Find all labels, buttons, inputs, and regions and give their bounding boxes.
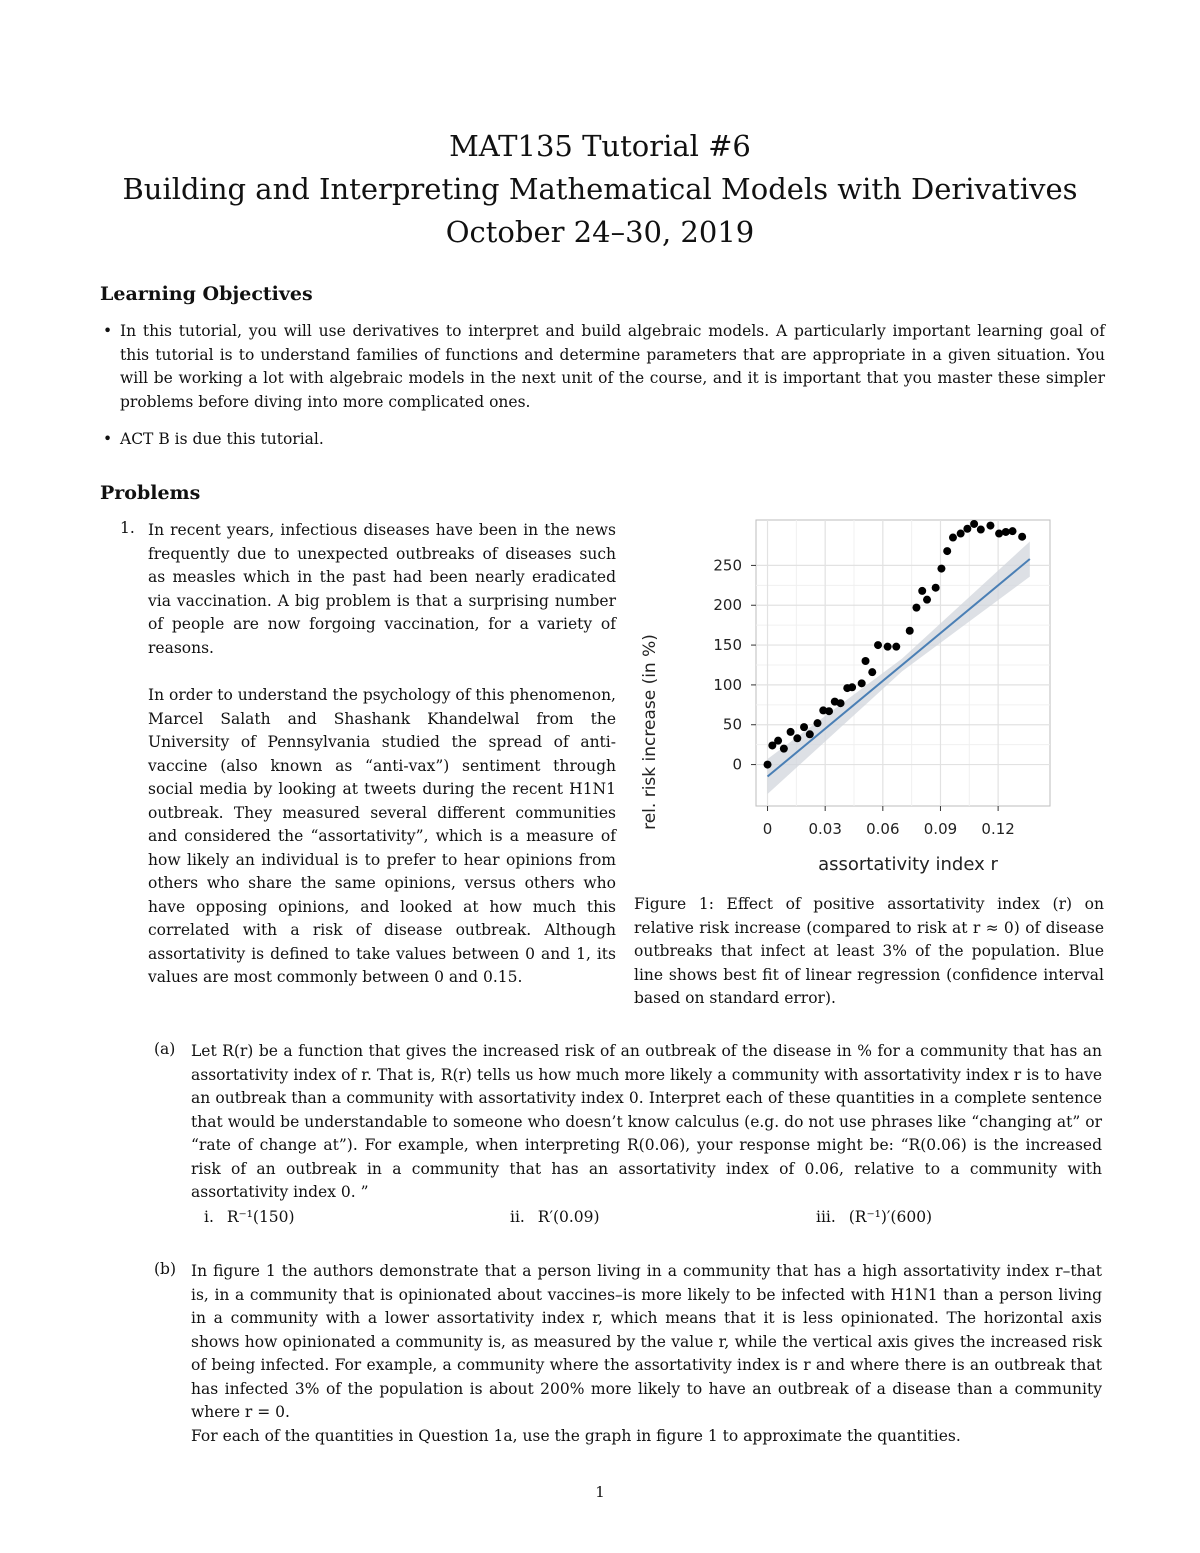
y-tick-label: 50 [722,715,742,734]
item-expression: (R⁻¹)′(600) [848,1208,933,1226]
data-point [949,534,957,542]
objective-item [103,428,1105,452]
x-tick-label: 0.12 [981,820,1015,838]
x-tick-label: 0.03 [808,820,842,838]
data-point [912,604,920,612]
data-point [774,737,782,745]
question-intro-paragraph: In recent years, infectious diseases have been in the news frequently due to unexpected outbreaks of diseases such as measles which in the past had been nearly eradicated via vaccination. A big problem is that a surprising number of people are now forgoing vaccination, for a variety of reasons. [148,521,616,657]
document-date: October 24–30, 2019 [445,215,755,249]
data-point [892,643,900,651]
objective-text: In this tutorial, you will use derivatives to interpret and build algebraic models. A particularly important learning goal of this tutorial is to understand families of functions and determine parameters that are appropriate in a given situation. You will be working a lot with algebraic models in the next unit of the course, and it is important that you master these simpler problems before diving into more complicated ones. [120,322,1105,411]
part-a-label: (a) [154,1040,176,1058]
y-tick-label: 200 [713,596,742,615]
bullet-icon: • [103,430,113,448]
part-a-text: Let R(r) be a function that gives the increased risk of an outbreak of the disease in % for a community that has an assortativity index of r. That is, R(r) tells us how much more likely a community with assortativity index r is to have an outbreak than a community with assortativity index 0. Interpret each of these quantities in a complete sentence that would be understandable to someone who doesn’t know calculus (e.g. do not use phrases like “changing at” or “rate of change at”). For example, when interpreting R(0.06), your response might be: “R(0.06) is the increased risk of an outbreak in a community that has an assortativity index of 0.06, relative to a community with assortativity index 0. ” [191,1042,1102,1201]
data-point [943,547,951,555]
item-label: iii. [816,1208,836,1226]
data-point [874,641,882,649]
objective-item [103,320,1105,414]
data-point [813,719,821,727]
data-point [906,627,914,635]
data-point [868,668,876,676]
item-expression: R′(0.09) [537,1208,600,1226]
data-point [995,530,1003,538]
x-axis-label: assortativity index r [818,854,998,875]
y-axis-label: rel. risk increase (in %) [640,634,660,830]
y-tick-label: 250 [713,556,742,575]
data-point [793,734,801,742]
part-b-text [191,1260,1102,1448]
data-point [764,761,772,769]
y-tick-label: 150 [713,636,742,655]
item-label: ii. [510,1208,525,1226]
page-number: 1 [595,1483,605,1501]
y-tick-label: 0 [732,755,742,774]
data-point [862,657,870,665]
part-b-paragraph: In figure 1 the authors demonstrate that a person living in a community that has a high assortativity index r–that is, in a community that is opinionated about vaccines–is more likely to be infected with H1N1 than a person living in a community with a lower assortativity index r, which means that it is less opinionated. The horizontal axis shows how opinionated a community is, as measured by the value r, while the vertical axis gives the increased risk of being infected. For example, a community where the assortativity index is r and where there is an outbreak that has infected 3% of the population is about 200% more likely to have an outbreak of a disease than a community where r = 0. [191,1262,1102,1421]
part-b-instruction: For each of the quantities in Question 1a, use the graph in figure 1 to approximate the quantities. [191,1426,961,1445]
item-label: i. [204,1208,214,1226]
data-point [848,683,856,691]
data-point [918,587,926,595]
data-point [986,522,994,530]
bullet-icon: • [103,322,113,340]
data-point [800,723,808,731]
data-point [780,745,788,753]
document-subtitle: Building and Interpreting Mathematical Models with Derivatives [122,172,1078,206]
part-a-item [204,1208,295,1226]
data-point [970,520,978,528]
data-point [937,565,945,573]
data-point [806,730,814,738]
x-tick-label: 0.06 [866,820,900,838]
data-point [963,525,971,533]
data-point [1009,527,1017,535]
part-b-label: (b) [154,1260,177,1278]
data-point [932,584,940,592]
data-point [858,679,866,687]
item-expression: R⁻¹(150) [226,1208,295,1226]
part-a-item [510,1208,600,1226]
x-tick-label: 0 [762,820,773,838]
x-tick-label: 0.09 [923,820,958,838]
problems-heading: Problems [100,482,201,504]
data-point [884,643,892,651]
data-point [825,707,833,715]
data-point [977,526,985,534]
figure-1-chart [640,512,1105,882]
data-point [957,530,965,538]
figure-caption: Figure 1: Effect of positive assortativity index (r) on relative risk increase (compared to risk at r ≈ 0) of disease outbreaks that infect at least 3% of the population. Blue line shows best fit of linear regression (confidence interval based on standard error). [634,895,1104,1007]
data-point [1018,533,1026,541]
part-a-item [816,1208,932,1226]
data-point [837,699,845,707]
objective-text: ACT B is due this tutorial. [120,430,324,448]
data-point [787,728,795,736]
question-number: 1. [120,519,135,537]
learning-objectives-heading: Learning Objectives [100,283,313,305]
data-point [1002,528,1010,536]
document-title: MAT135 Tutorial #6 [449,129,751,163]
y-tick-label: 100 [713,675,742,694]
question-study-paragraph: In order to understand the psychology of this phenomenon, Marcel Salath and Shashank Khandelwal from the University of Pennsylvania studied the spread of anti-vaccine (also known as “anti-vax”) sentiment through social media by looking at tweets during the recent H1N1 outbreak. They measured several different communities and considered the “assortativity”, which is a measure of how likely an individual is to prefer to hear opinions from others who share the same opinions, versus others who have opposing opinions, and looked at how much this correlated with a risk of disease outbreak. Although assortativity is defined to take values between 0 and 1, its values are most commonly between 0 and 0.15. [148,686,616,986]
data-point [923,596,931,604]
